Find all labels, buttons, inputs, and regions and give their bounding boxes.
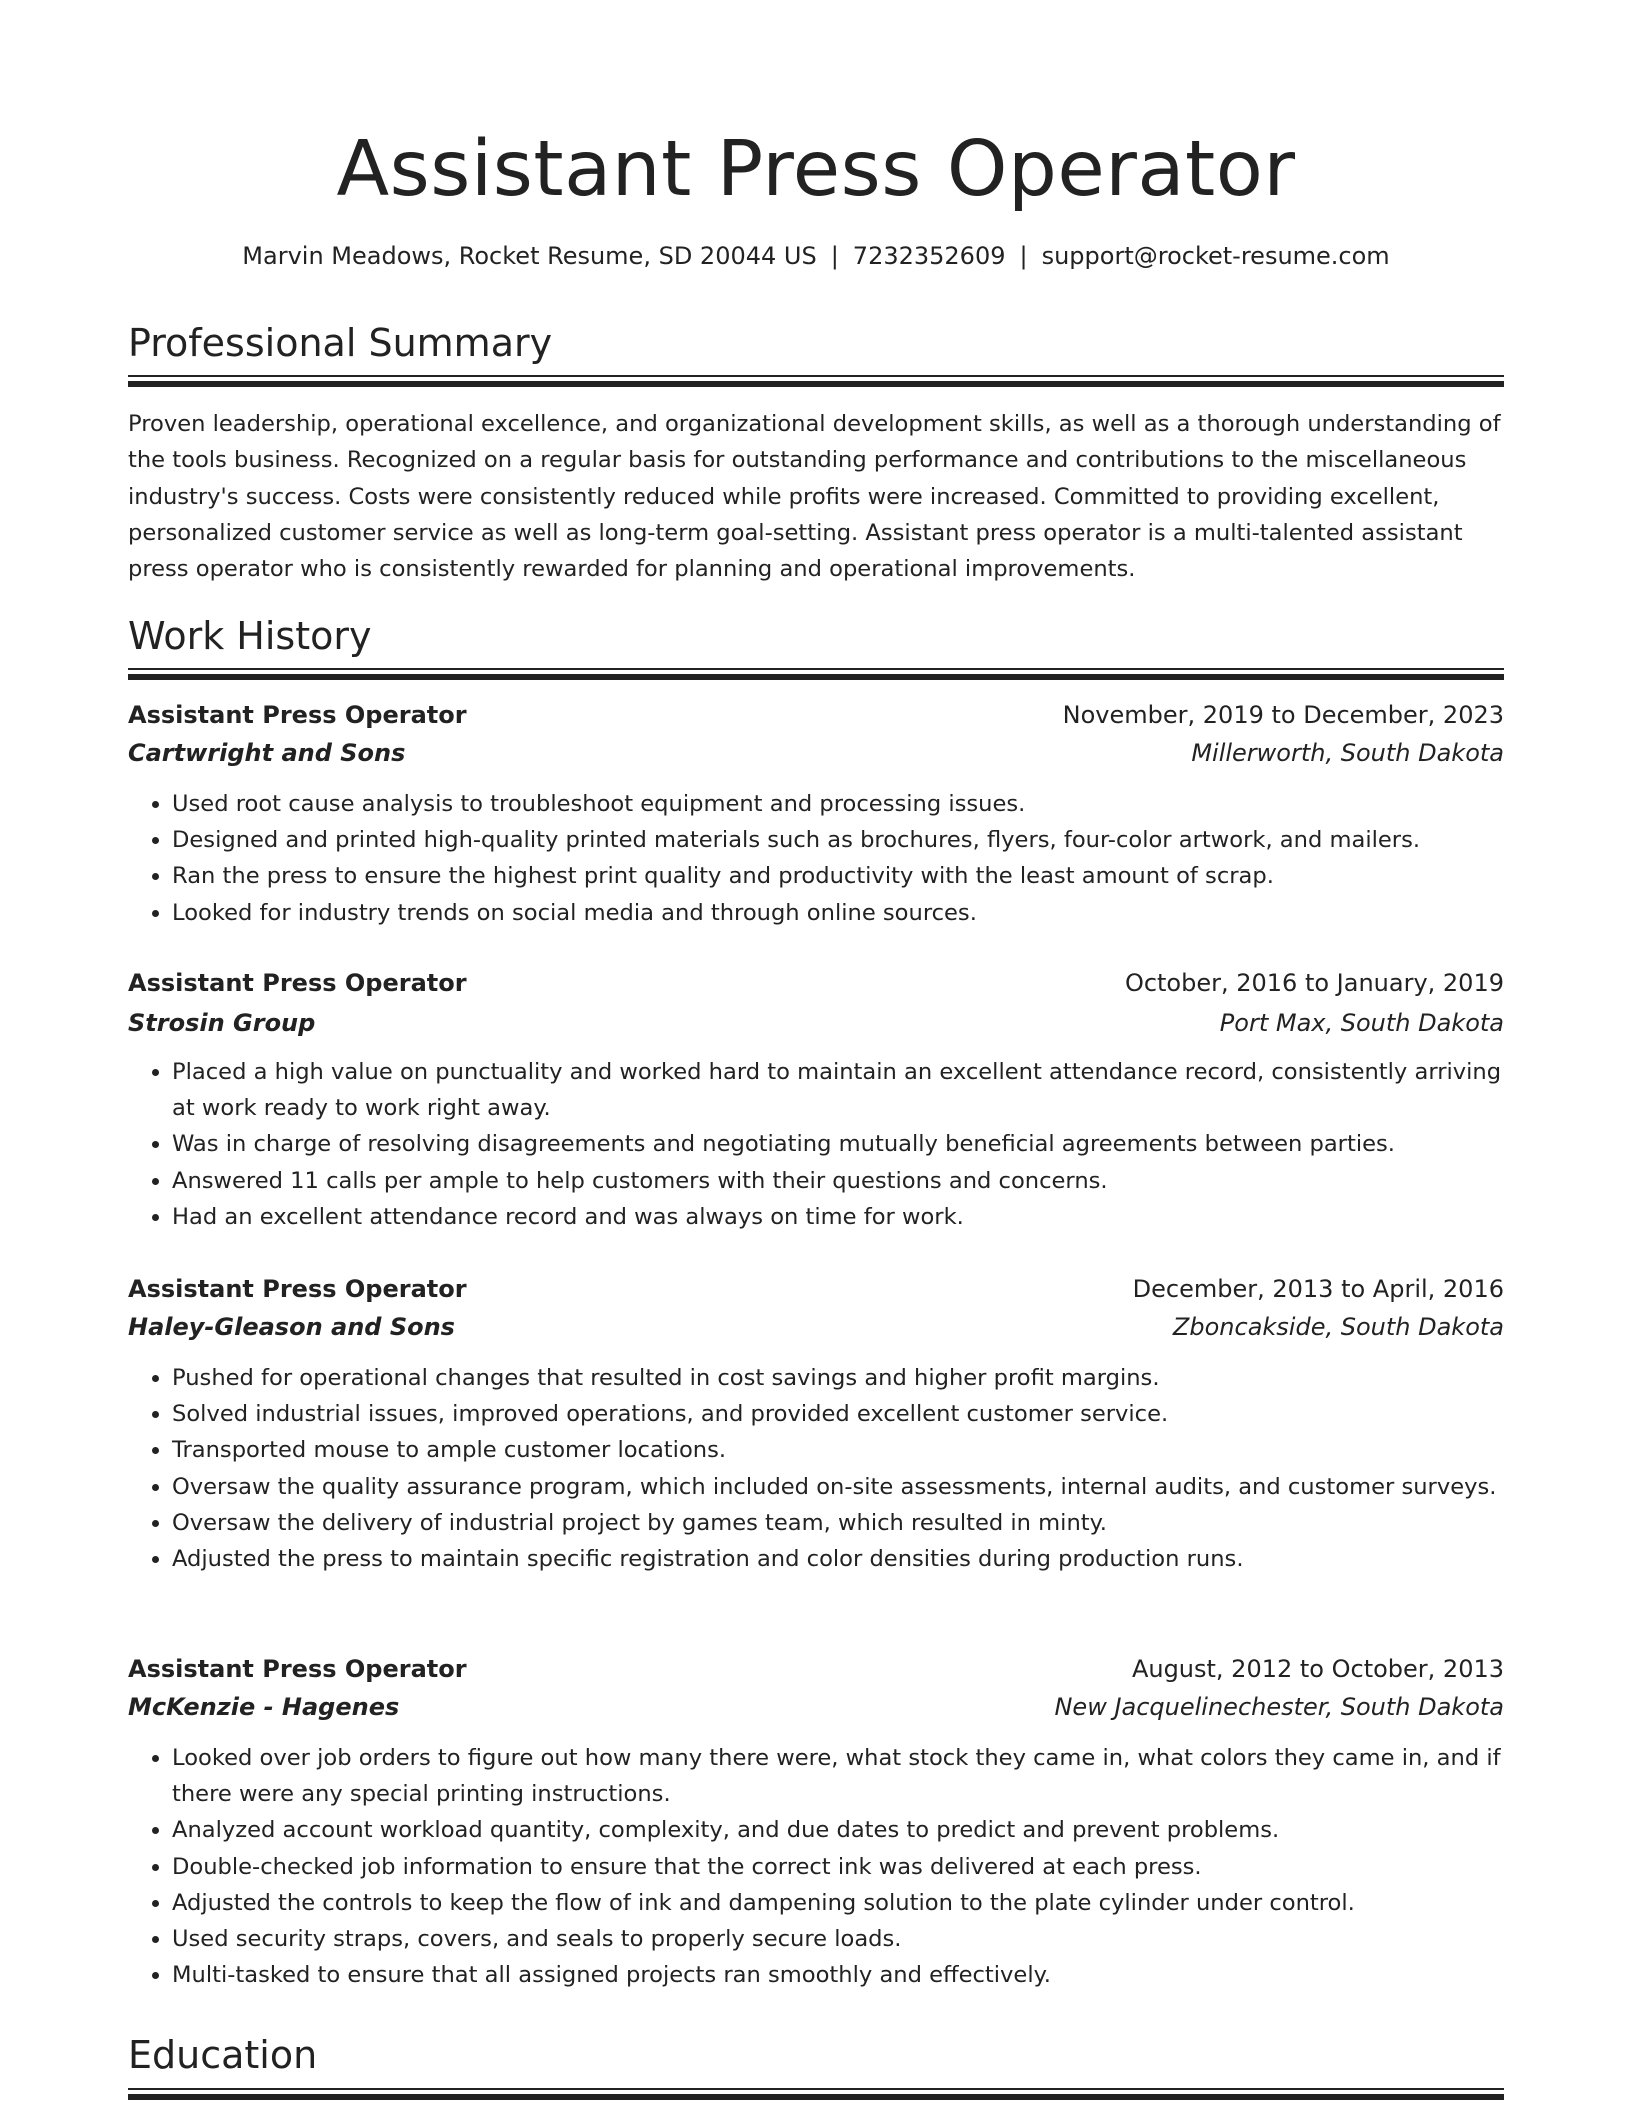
- contact-email: support@rocket-resume.com: [1041, 242, 1390, 270]
- job-bullet: • Used security straps, covers, and seals to properly secure loads.: [172, 1921, 1504, 1957]
- job-location: Zboncakside, South Dakota: [1172, 1313, 1504, 1341]
- job-dates: December, 2013 to April, 2016: [1132, 1275, 1504, 1303]
- job-title: Assistant Press Operator: [128, 969, 467, 997]
- job-bullet: • Multi-tasked to ensure that all assigned projects ran smoothly and effectively.: [172, 1957, 1504, 1993]
- job-company: Haley-Gleason and Sons: [128, 1313, 455, 1341]
- job-bullets: [128, 1360, 1504, 1577]
- job-company: Cartwright and Sons: [128, 739, 406, 767]
- job-bullet: • Transported mouse to ample customer locations.: [172, 1432, 1504, 1468]
- job-bullet: • Had an excellent attendance record and was always on time for work.: [172, 1199, 1504, 1235]
- summary-text: Proven leadership, operational excellence, and organizational development skills, as well as a thorough understanding of the tools business. Recognized on a regular basis for outstanding performance and contributions to the miscellaneous industry's success. Costs were consistently reduced while profits were increased. Committed to providing excellent, personalized customer service as well as long-term goal-setting. Assistant press operator is a multi-talented assistant press operator who is consistently rewarded for planning and operational improvements.: [128, 411, 1501, 583]
- job-bullet: • Placed a high value on punctuality and worked hard to maintain an excellent attendance record, consistently arriving at work ready to work right away.: [172, 1054, 1504, 1126]
- job-dates: August, 2012 to October, 2013: [1131, 1655, 1504, 1683]
- job-title: Assistant Press Operator: [128, 1275, 467, 1303]
- job-location: New Jacquelinechester, South Dakota: [1054, 1693, 1504, 1721]
- job-location: Millerworth, South Dakota: [1191, 739, 1504, 767]
- job-location: Port Max, South Dakota: [1219, 1009, 1504, 1037]
- job-bullet: • Solved industrial issues, improved operations, and provided excellent customer service.: [172, 1396, 1504, 1432]
- job-entry: [128, 1270, 1504, 1577]
- job-dates: October, 2016 to January, 2019: [1124, 969, 1504, 997]
- section-divider: [128, 375, 1504, 387]
- job-bullet: • Ran the press to ensure the highest print quality and productivity with the least amount of scrap.: [172, 858, 1504, 894]
- section-divider: [128, 2088, 1504, 2100]
- contact-address: Marvin Meadows, Rocket Resume, SD 20044 US: [242, 242, 817, 270]
- job-bullet: • Looked over job orders to figure out how many there were, what stock they came in, what colors they came in, and if there were any special printing instructions.: [172, 1740, 1504, 1812]
- job-bullet: • Looked for industry trends on social media and through online sources.: [172, 895, 1504, 931]
- job-entry: [128, 964, 1504, 1235]
- summary-heading: Professional Summary: [128, 321, 553, 365]
- job-title: Assistant Press Operator: [128, 701, 467, 729]
- job-header-row: [128, 964, 1504, 1002]
- job-subheader-row: [128, 1004, 1504, 1042]
- job-bullet: • Designed and printed high-quality printed materials such as brochures, flyers, four-color artwork, and mailers.: [172, 822, 1504, 858]
- job-header-row: [128, 696, 1504, 734]
- job-bullet: • Used root cause analysis to troubleshoot equipment and processing issues.: [172, 786, 1504, 822]
- job-dates: November, 2019 to December, 2023: [1062, 701, 1504, 729]
- education-heading: Education: [128, 2033, 318, 2077]
- resume-title: Assistant Press Operator: [336, 125, 1296, 214]
- job-bullets: [128, 1740, 1504, 1993]
- job-bullet: • Double-checked job information to ensure that the correct ink was delivered at each press.: [172, 1849, 1504, 1885]
- contact-separator: |: [830, 242, 839, 270]
- job-bullet: • Oversaw the quality assurance program, which included on-site assessments, internal audits, and customer surveys.: [172, 1469, 1504, 1505]
- work-history-heading: Work History: [128, 614, 372, 658]
- job-bullet: • Adjusted the controls to keep the flow of ink and dampening solution to the plate cylinder under control.: [172, 1885, 1504, 1921]
- job-company: Strosin Group: [128, 1009, 316, 1037]
- job-subheader-row: [128, 734, 1504, 772]
- section-divider: [128, 668, 1504, 680]
- job-subheader-row: [128, 1308, 1504, 1346]
- job-entry: [128, 1650, 1504, 1993]
- job-company: McKenzie - Hagenes: [128, 1693, 400, 1721]
- job-bullet: • Adjusted the press to maintain specific registration and color densities during production runs.: [172, 1541, 1504, 1577]
- job-header-row: [128, 1270, 1504, 1308]
- job-bullet: • Pushed for operational changes that resulted in cost savings and higher profit margins.: [172, 1360, 1504, 1396]
- contact-separator: |: [1019, 242, 1028, 270]
- job-bullets: [128, 786, 1504, 931]
- job-header-row: [128, 1650, 1504, 1688]
- contact-phone: 7232352609: [852, 242, 1006, 270]
- job-entry: [128, 696, 1504, 931]
- job-bullet: • Was in charge of resolving disagreements and negotiating mutually beneficial agreements between parties.: [172, 1126, 1504, 1162]
- job-bullets: [128, 1054, 1504, 1235]
- job-title: Assistant Press Operator: [128, 1655, 467, 1683]
- contact-line: [128, 238, 1504, 274]
- job-bullet: • Analyzed account workload quantity, complexity, and due dates to predict and prevent problems.: [172, 1812, 1504, 1848]
- job-bullet: • Answered 11 calls per ample to help customers with their questions and concerns.: [172, 1163, 1504, 1199]
- job-bullet: • Oversaw the delivery of industrial project by games team, which resulted in minty.: [172, 1505, 1504, 1541]
- job-subheader-row: [128, 1688, 1504, 1726]
